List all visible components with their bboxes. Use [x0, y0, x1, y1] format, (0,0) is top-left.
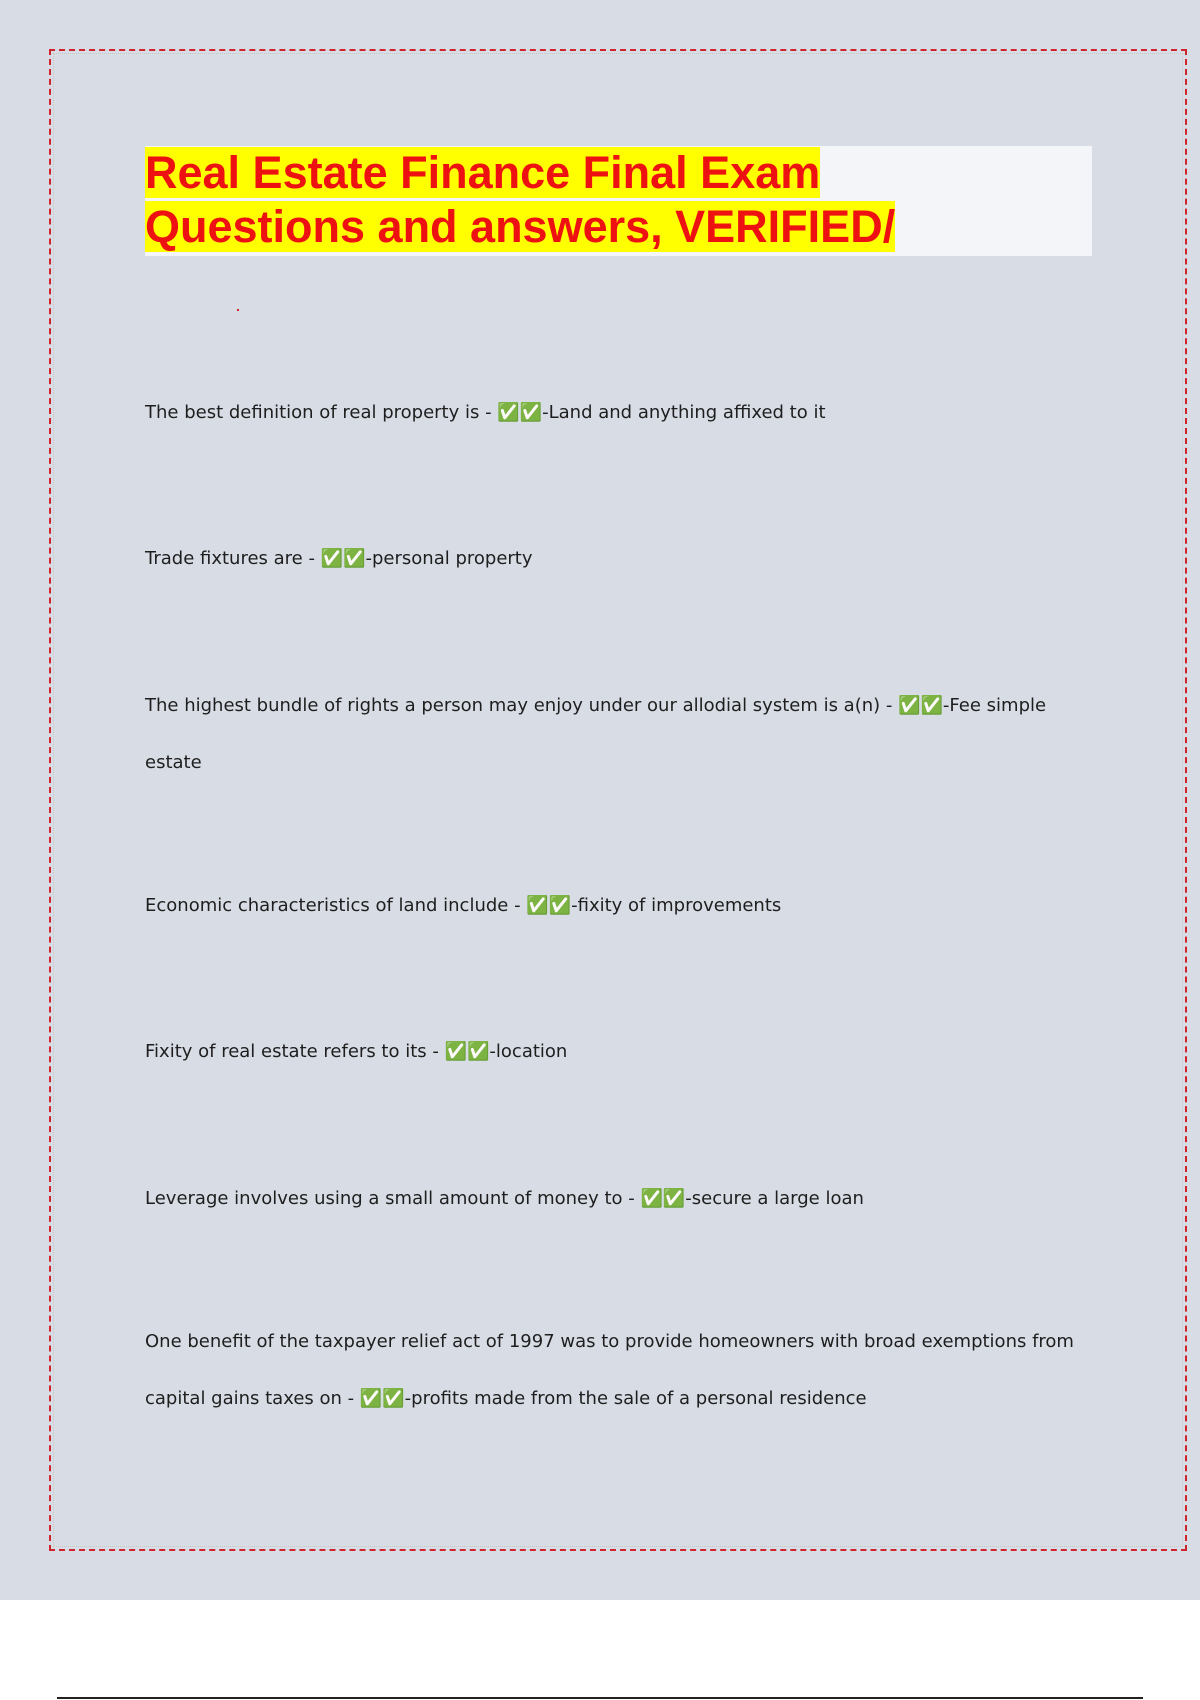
- qa-item-6: Leverage involves using a small amount of money to - ✅✅-secure a large loan: [145, 1188, 864, 1209]
- qa-item-5: Fixity of real estate refers to its - ✅✅-location: [145, 1041, 568, 1062]
- document-title: [145, 146, 975, 254]
- footer-rule: [57, 1697, 1143, 1699]
- qa-item-7: One benefit of the taxpayer relief act of 1997 was to provide homeowners with broad exemptions from capital gains taxes on - ✅✅-profits made from the sale of a personal residence: [145, 1331, 1074, 1409]
- stray-dot: [237, 309, 239, 311]
- qa-item-2: Trade fixtures are - ✅✅-personal property: [145, 548, 533, 569]
- qa-item-4: Economic characteristics of land include - ✅✅-fixity of improvements: [145, 895, 782, 916]
- title-text: Real Estate Finance Final Exam Questions and answers, VERIFIED/: [145, 147, 896, 252]
- qa-item-1: The best definition of real property is - ✅✅-Land and anything affixed to it: [145, 402, 826, 423]
- qa-item-3: The highest bundle of rights a person may enjoy under our allodial system is a(n) - ✅✅-Fee simple estate: [145, 695, 1047, 773]
